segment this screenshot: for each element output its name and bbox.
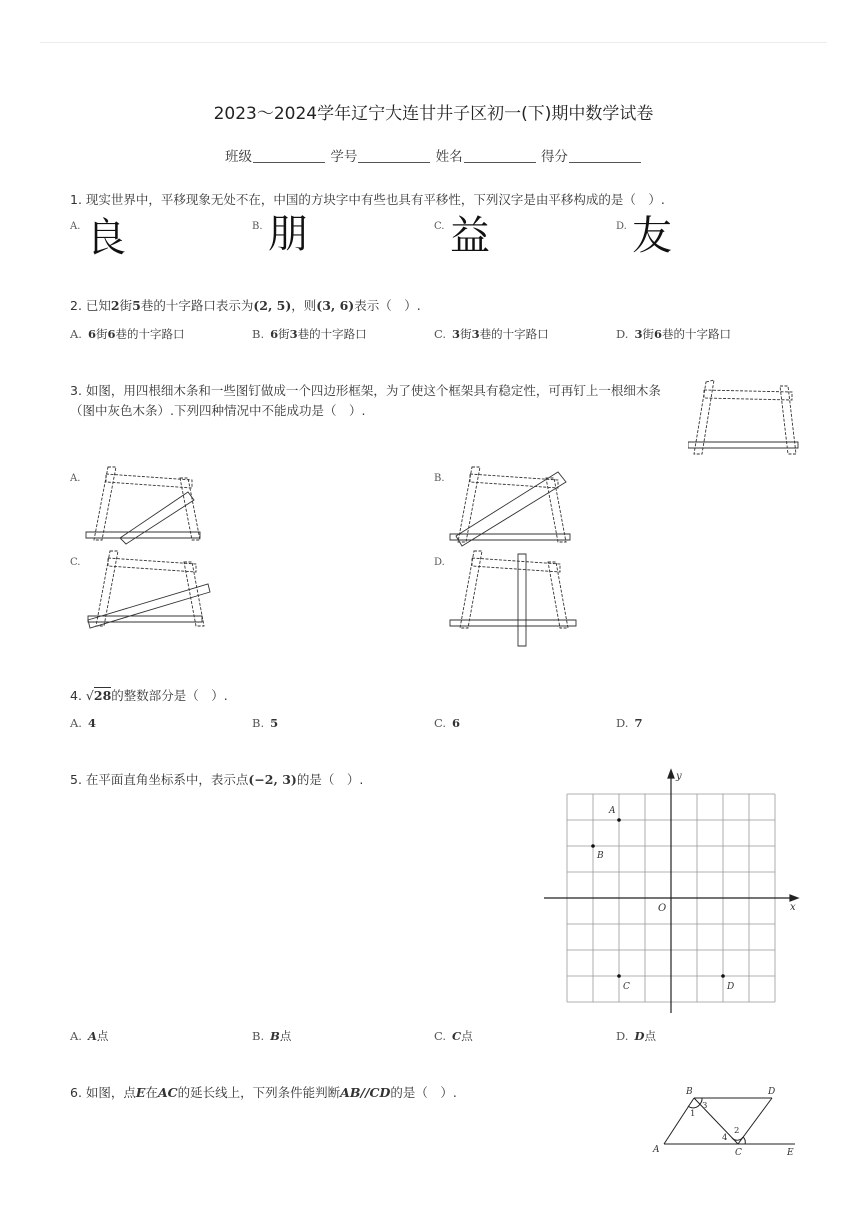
name-blank[interactable]	[464, 148, 536, 163]
angle-1-label: 1	[690, 1109, 696, 1119]
exam-title: 2023～2024学年辽宁大连甘井子区初一(下)期中数学试卷	[213, 104, 654, 124]
y-axis-label: y	[676, 771, 682, 782]
angle-2-arc	[743, 1137, 745, 1144]
q5-option-b[interactable]: B. B点	[252, 1029, 292, 1043]
name-label: 姓名	[435, 149, 463, 165]
class-blank[interactable]	[253, 148, 325, 163]
point-D-label: D	[727, 982, 735, 992]
q6-stem: 6. 如图，点E在AC的延长线上，下列条件能判断AB//CD的是（ ）.	[70, 1085, 457, 1100]
point-B-label: B	[686, 1087, 693, 1097]
q3-option-c-label[interactable]: C.	[70, 557, 81, 568]
q2-option-b[interactable]: B. 6街3巷的十字路口	[252, 327, 367, 341]
page-top-divider	[40, 42, 827, 43]
point-D	[721, 974, 725, 978]
point-A	[617, 818, 621, 822]
point-B-label: B	[597, 851, 604, 861]
q4-option-b[interactable]: B. 5	[252, 716, 279, 730]
y-axis-arrow	[668, 770, 674, 778]
q1-stem: 1. 现实世界中，平移现象无处不在，中国的方块字中有些也具有平移性，下列汉字是由平移构成的是（ ）.	[70, 192, 665, 207]
q5-coordinate-graph	[540, 765, 805, 1020]
q2-option-d[interactable]: D. 3街6巷的十字路口	[616, 327, 731, 341]
sqrt-symbol: √	[85, 688, 94, 703]
score-label: 得分	[540, 149, 568, 165]
x-axis-arrow	[790, 895, 798, 901]
q4-stem: 4. √28的整数部分是（ ）.	[70, 688, 228, 703]
origin-label: O	[658, 903, 667, 914]
point-C-label: C	[623, 982, 630, 992]
q4-option-d[interactable]: D. 7	[616, 716, 643, 730]
q1-option-c-label[interactable]: C.	[434, 221, 445, 232]
number-label: 学号	[330, 149, 358, 165]
q3-option-a-figure[interactable]	[84, 464, 206, 546]
q5-option-c[interactable]: C. C点	[434, 1029, 473, 1043]
q1-option-b-label[interactable]: B.	[252, 221, 263, 232]
q5-option-d[interactable]: D. D点	[616, 1029, 656, 1043]
point-C-label: C	[735, 1148, 742, 1158]
q1-option-b-char[interactable]: 朋	[268, 211, 308, 257]
point-D-label: D	[768, 1087, 776, 1097]
q3-option-a-label[interactable]: A.	[70, 473, 81, 484]
q1-option-c-char[interactable]: 益	[450, 213, 490, 259]
q3-option-d-figure[interactable]	[448, 548, 578, 650]
q3-stem-line2: （图中灰色木条）.下列四种情况中不能成功是（ ）.	[70, 403, 366, 418]
q5-stem: 5. 在平面直角坐标系中，表示点(−2, 3)的是（ ）.	[70, 772, 364, 787]
q1-option-d-label[interactable]: D.	[616, 221, 627, 232]
q6-parallel-figure	[650, 1082, 800, 1162]
point-A-label: A	[653, 1145, 660, 1155]
q4-option-a[interactable]: A. 4	[70, 716, 96, 730]
q3-stem-line1: 3. 如图，用四根细木条和一些图钉做成一个四边形框架，为了使这个框架具有稳定性，可再钉上一根细木条	[70, 383, 661, 398]
point-E-label: E	[787, 1148, 794, 1158]
q3-option-b-label[interactable]: B.	[434, 473, 445, 484]
class-label: 班级	[225, 149, 253, 165]
q5-option-a[interactable]: A. A点	[70, 1029, 109, 1043]
point-A-label: A	[609, 806, 616, 816]
q1-option-a-label[interactable]: A.	[70, 221, 81, 232]
point-C	[617, 974, 621, 978]
point-B	[591, 844, 595, 848]
q3-option-c-figure[interactable]	[84, 548, 212, 632]
angle-2-label: 2	[734, 1126, 740, 1136]
score-blank[interactable]	[569, 148, 641, 163]
line-BC	[694, 1098, 738, 1144]
angle-3-label: 3	[702, 1101, 708, 1111]
q2-option-c[interactable]: C. 3街3巷的十字路口	[434, 327, 549, 341]
line-AB	[664, 1098, 694, 1144]
q3-option-b-figure[interactable]	[448, 464, 574, 548]
number-blank[interactable]	[358, 148, 430, 163]
q2-option-a[interactable]: A. 6街6巷的十字路口	[70, 327, 185, 341]
q1-option-a-char[interactable]: 良	[86, 215, 126, 261]
q4-option-c[interactable]: C. 6	[434, 716, 461, 730]
q1-option-d-char[interactable]: 友	[632, 213, 672, 259]
x-axis-label: x	[790, 902, 796, 913]
angle-4-label: 4	[722, 1133, 728, 1143]
q3-frame-figure	[688, 378, 802, 458]
sqrt-radicand: 28	[93, 688, 112, 703]
q3-option-d-label[interactable]: D.	[434, 557, 445, 568]
student-info-line	[0, 145, 867, 165]
q2-stem: 2. 已知2街5巷的十字路口表示为(2, 5)，则(3, 6)表示（ ）.	[70, 298, 421, 313]
